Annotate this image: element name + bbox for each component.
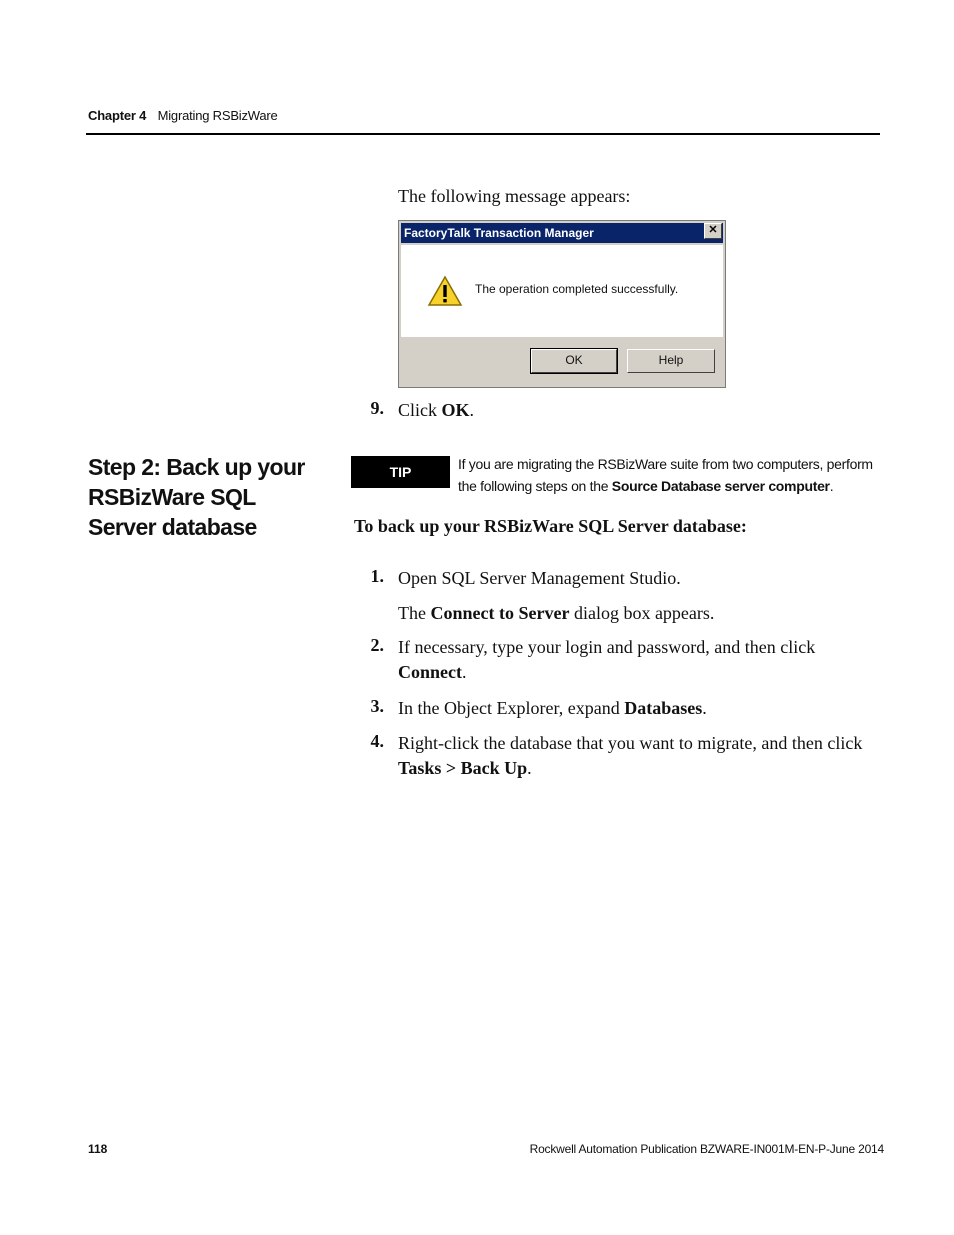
menu-separator: > xyxy=(441,758,461,778)
step-number: 2. xyxy=(370,635,384,655)
step-3-text xyxy=(398,696,707,721)
section-heading: Step 2: Back up your RSBizWare SQL Server database xyxy=(88,454,305,540)
tip-text-body: If you are migrating the RSBizWare suite from two computers, perform the following steps on the xyxy=(458,456,873,494)
back-up-term: Back Up xyxy=(460,758,528,778)
close-icon[interactable]: ✕ xyxy=(704,223,722,239)
connect-term: Connect xyxy=(398,662,462,682)
help-button[interactable]: Help xyxy=(627,349,715,373)
tip-bold-term: Source Database server computer xyxy=(611,478,830,494)
dialog-title-bar xyxy=(401,223,723,243)
databases-term: Databases xyxy=(624,698,703,718)
message-dialog xyxy=(398,220,726,388)
tip-text-end: . xyxy=(829,478,834,494)
page-number: 118 xyxy=(88,1142,108,1156)
step-text-end: . xyxy=(702,698,707,718)
step-4-text xyxy=(398,731,863,781)
chapter-label: Chapter 4 xyxy=(88,108,147,123)
publication-id: Rockwell Automation Publication BZWARE-IN001M-EN-P-June 2014 xyxy=(529,1142,884,1156)
step-text: In the Object Explorer, expand xyxy=(398,698,625,718)
step-text-end: . xyxy=(462,662,467,682)
step-text-end: . xyxy=(527,758,532,778)
step-number: 1. xyxy=(370,566,384,586)
tip-text xyxy=(458,453,878,497)
step-9-text xyxy=(398,398,474,423)
dialog-title: FactoryTalk Transaction Manager xyxy=(404,226,594,240)
running-header xyxy=(88,108,278,123)
header-rule xyxy=(86,133,880,135)
step-1-note xyxy=(398,601,714,626)
note-text: The xyxy=(398,603,431,623)
note-text-end: dialog box appears. xyxy=(569,603,715,623)
connect-to-server-term: Connect to Server xyxy=(430,603,570,623)
warning-icon xyxy=(427,275,463,307)
step-number: 4. xyxy=(370,731,384,751)
tasks-term: Tasks xyxy=(398,758,442,778)
chapter-title: Migrating RSBizWare xyxy=(157,108,278,123)
intro-text: The following message appears: xyxy=(398,186,631,206)
ok-term: OK xyxy=(441,400,470,420)
procedure-heading: To back up your RSBizWare SQL Server database: xyxy=(354,516,747,536)
dialog-message: The operation completed successfully. xyxy=(475,282,679,296)
step-2-text xyxy=(398,635,848,685)
ok-button[interactable]: OK xyxy=(531,349,617,373)
dialog-body xyxy=(401,245,723,337)
step-number: 9. xyxy=(370,398,384,418)
step-1-text: Open SQL Server Management Studio. xyxy=(398,568,681,588)
step-text: Right-click the database that you want to migrate, and then click xyxy=(398,733,863,753)
step-text: If necessary, type your login and password, and then click xyxy=(398,637,816,657)
tip-badge: TIP xyxy=(351,456,450,488)
step-number: 3. xyxy=(370,696,384,716)
step-text: Click xyxy=(398,400,442,420)
step-text-end: . xyxy=(469,400,475,420)
